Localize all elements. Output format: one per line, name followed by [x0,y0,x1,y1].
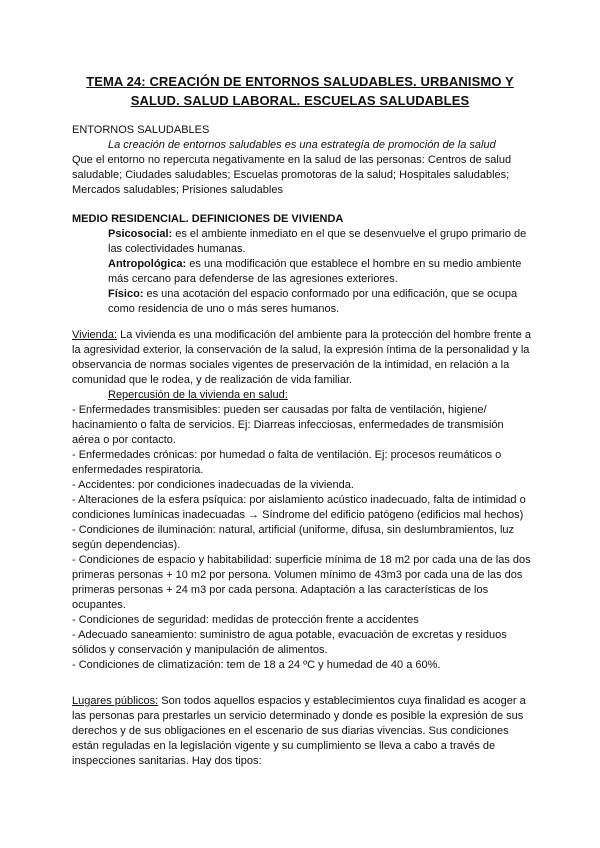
vivienda-label: Vivienda: [72,329,118,341]
page-title: TEMA 24: CREACIÓN DE ENTORNOS SALUDABLES. URBANISMO Y SALUD. SALUD LABORAL. ESCUELAS SALUDABLES [86,74,514,108]
def-fisico [72,287,534,317]
entornos-body: Que el entorno no repercuta negativamente en la salud de las personas: Centros de salud saludable; Ciudades saludables; Escuelas promotoras de la salud; Hospitales saludables; Mercados saludables; Prisiones saludables [72,154,512,196]
list-item: - Enfermedades transmisibles: pueden ser causadas por falta de ventilación, higiene/ hacinamiento o falta de servicios. Ej: Diarreas infecciosas, enfermedades de transmisión aérea o por contacto. [72,404,504,446]
def-term: Físico: [108,288,144,300]
def-antropologica [72,257,534,287]
list-item: - Condiciones de seguridad: medidas de protección frente a accidentes [72,614,419,626]
list-item: - Accidentes: por condiciones inadecuadas de la vivienda. [72,479,354,491]
list-item: - Condiciones de espacio y habitabilidad: superficie mínima de 18 m2 por cada una de las dos primeras personas + 10 m2 por persona. Volumen mínimo de 43m3 por cada una de las dos primeras personas + 24 m3 por cada persona. Adaptación a las características de los ocupantes. [72,554,531,611]
def-psicosocial [72,227,534,257]
lugares-label: Lugares públicos: [72,695,159,707]
def-text: es el ambiente inmediato en el que se desenvuelve el grupo primario de las colectividades humanas. [108,228,527,255]
lugares-paragraph [72,694,534,769]
list-item: - Condiciones de climatización: tem de 18 a 24 ºC y humedad de 40 a 60%. [72,659,441,671]
list-item: - Condiciones de iluminación: natural, artificial (uniforme, difusa, sin deslumbramientos, luz según dependencias). [72,524,515,551]
list-item: - Alteraciones de la esfera psíquica: por aislamiento acústico inadecuado, falta de intimidad o condiciones lumínicas inadecuadas → Síndrome del edificio patógeno (edificios mal hechos) [72,494,526,521]
entornos-section [72,123,534,198]
def-text: es una acotación del espacio conformado por una edificación, que se ocupa como residencia de uno o más seres humanos. [108,288,518,315]
list-item: - Adecuado saneamiento: suministro de agua potable, evacuación de excretas y residuos sólidos y conservación y manipulación de alimentos. [72,629,507,656]
def-term: Antropológica: [108,258,187,270]
def-text: es una modificación que establece el hombre en su medio ambiente más cercano para defenderse de las agresiones exteriores. [108,258,522,285]
medio-heading: MEDIO RESIDENCIAL. DEFINICIONES DE VIVIENDA [72,213,344,225]
vivienda-paragraph [72,328,534,388]
list-item: - Enfermedades crónicas: por humedad o falta de ventilación. Ej: procesos reumáticos o enfermedades respiratoria. [72,449,502,476]
entornos-heading: ENTORNOS SALUDABLES [72,124,210,136]
lugares-section [72,694,534,769]
medio-section [72,212,534,317]
repercusion-heading: Repercusión de la vivienda en salud: [108,389,288,401]
def-term: Psicosocial: [108,228,173,240]
entornos-italic-line: La creación de entornos saludables es una estrategía de promoción de la salud [108,139,496,151]
vivienda-text: La vivienda es una modificación del ambiente para la protección del hombre frente a la agresividad exterior, la conservación de la salud, la expresión íntima de la personalidad y la observancia de normas sociales vigentes de preservación de la intimidad, en relación a la comunidad que le rodea, y de realización de vida familiar. [72,329,532,386]
lugares-text: Son todos aquellos espacios y establecimientos cuya finalidad es acoger a las personas para prestarles un servicio determinado y donde es posible la expresión de sus derechos y de sus obligaciones en el escenario de sus diarias vivencias. Sus condiciones están reguladas en la legislación vigente y su cumplimiento se lleva a cabo a través de inspecciones sanitarias. Hay dos tipos: [72,695,526,767]
vivienda-section [72,328,534,673]
